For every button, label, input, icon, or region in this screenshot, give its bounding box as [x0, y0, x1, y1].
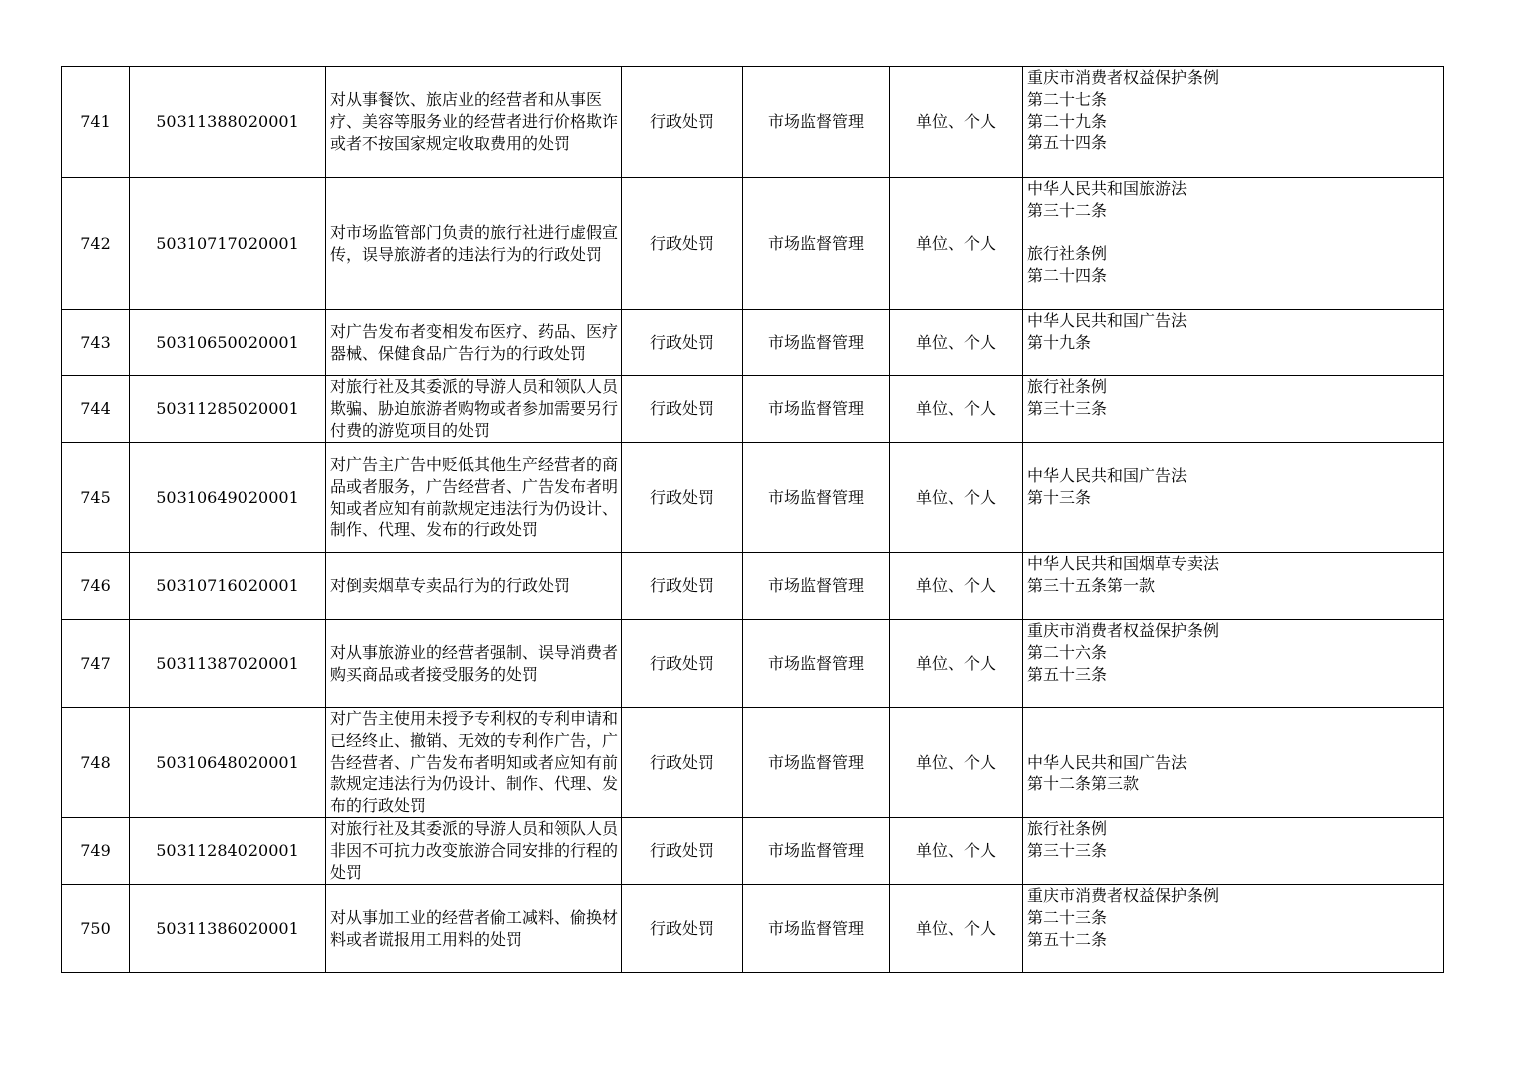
item-code-cell: 50310649020001: [130, 443, 326, 553]
table-row: [62, 178, 1444, 310]
legal-basis-line: 第五十三条: [1027, 664, 1108, 684]
power-type-cell: 行政处罚: [622, 620, 743, 708]
power-type-cell: 行政处罚: [622, 376, 743, 443]
item-description-cell: [326, 885, 622, 973]
management-field-cell: 市场监督管理: [743, 310, 890, 376]
target-subject-cell: 单位、个人: [890, 376, 1023, 443]
item-code-cell: 50310717020001: [130, 178, 326, 310]
management-field-cell: 市场监督管理: [743, 708, 890, 818]
power-type-cell: 行政处罚: [622, 818, 743, 885]
legal-basis-line: 第二十四条: [1027, 266, 1108, 286]
item-code-cell: 50311285020001: [130, 376, 326, 443]
legal-basis-line: 重庆市消费者权益保护条例: [1027, 886, 1220, 905]
target-subject-cell: 单位、个人: [890, 310, 1023, 376]
target-subject-cell: 单位、个人: [890, 178, 1023, 310]
legal-basis-cell: [1023, 443, 1444, 553]
legal-basis-cell: [1023, 818, 1444, 885]
legal-basis-line: [1027, 443, 1443, 465]
target-subject-cell: 单位、个人: [890, 67, 1023, 178]
table-body: [62, 67, 1444, 973]
legal-basis-line: 第二十六条: [1027, 642, 1108, 662]
management-field-cell: 市场监督管理: [743, 178, 890, 310]
legal-basis-cell: [1023, 620, 1444, 708]
table-row: [62, 885, 1444, 973]
table-row: [62, 376, 1444, 443]
legal-basis-line: [1027, 730, 1443, 752]
item-description-text: 对从事旅游业的经营者强制、误导消费者购买商品或者接受服务的处罚: [330, 642, 619, 684]
item-description-text: 对广告主使用未授予专利权的专利申请和已经终止、撤销、无效的专利作广告，广告经营者、广告发布者明知或者应知有前款规定违法行为仍设计、制作、代理、发布的行政处罚: [330, 709, 619, 816]
row-number-cell: 741: [62, 67, 130, 178]
legal-basis-line: 旅行社条例: [1027, 377, 1108, 396]
legal-basis-cell: [1023, 178, 1444, 310]
item-description-cell: [326, 620, 622, 708]
item-description-text: 对倒卖烟草专卖品行为的行政处罚: [330, 576, 571, 596]
power-type-cell: 行政处罚: [622, 67, 743, 178]
management-field-cell: 市场监督管理: [743, 553, 890, 620]
item-description-text: 对市场监管部门负责的旅行社进行虚假宣传，误导旅游者的违法行为的行政处罚: [330, 222, 619, 264]
legal-basis-line: 中华人民共和国烟草专卖法: [1027, 554, 1220, 573]
legal-basis-line: 第三十二条: [1027, 200, 1108, 220]
power-type-cell: 行政处罚: [622, 443, 743, 553]
table-row: [62, 818, 1444, 885]
target-subject-cell: 单位、个人: [890, 620, 1023, 708]
legal-basis-cell: [1023, 885, 1444, 973]
item-description-cell: [326, 67, 622, 178]
item-description-cell: [326, 178, 622, 310]
power-type-cell: 行政处罚: [622, 708, 743, 818]
legal-basis-line: 中华人民共和国广告法: [1027, 465, 1188, 485]
legal-basis-line: 第二十三条: [1027, 907, 1108, 927]
item-description-text: 对从事加工业的经营者偷工减料、偷换材料或者谎报用工用料的处罚: [330, 907, 619, 949]
target-subject-cell: 单位、个人: [890, 443, 1023, 553]
item-description-cell: [326, 376, 622, 443]
row-number-cell: 746: [62, 553, 130, 620]
item-code-cell: 50311387020001: [130, 620, 326, 708]
target-subject-cell: 单位、个人: [890, 553, 1023, 620]
table-row: [62, 67, 1444, 178]
row-number-cell: 749: [62, 818, 130, 885]
legal-basis-cell: [1023, 376, 1444, 443]
row-number-cell: 742: [62, 178, 130, 310]
legal-basis-line: 第十九条: [1027, 332, 1092, 352]
power-type-cell: 行政处罚: [622, 885, 743, 973]
item-code-cell: 50311386020001: [130, 885, 326, 973]
item-description-cell: [326, 818, 622, 885]
legal-basis-line: 第五十二条: [1027, 929, 1108, 949]
legal-basis-line: 重庆市消费者权益保护条例: [1027, 621, 1220, 640]
item-code-cell: 50310716020001: [130, 553, 326, 620]
row-number-cell: 745: [62, 443, 130, 553]
legal-basis-cell: [1023, 67, 1444, 178]
target-subject-cell: 单位、个人: [890, 885, 1023, 973]
legal-basis-line: 第十三条: [1027, 487, 1092, 507]
item-description-text: 对从事餐饮、旅店业的经营者和从事医疗、美容等服务业的经营者进行价格欺诈或者不按国家规定收取费用的处罚: [330, 90, 619, 153]
power-type-cell: 行政处罚: [622, 310, 743, 376]
item-description-cell: [326, 443, 622, 553]
management-field-cell: 市场监督管理: [743, 443, 890, 553]
row-number-cell: 747: [62, 620, 130, 708]
management-field-cell: 市场监督管理: [743, 885, 890, 973]
legal-basis-cell: [1023, 553, 1444, 620]
power-type-cell: 行政处罚: [622, 553, 743, 620]
table-row: [62, 708, 1444, 818]
item-description-text: 对广告主广告中贬低其他生产经营者的商品或者服务，广告经营者、广告发布者明知或者应知有前款规定违法行为仍设计、制作、代理、发布的行政处罚: [330, 454, 619, 540]
legal-basis-line: 中华人民共和国广告法: [1027, 752, 1188, 772]
legal-basis-line: 重庆市消费者权益保护条例: [1027, 68, 1220, 87]
row-number-cell: 744: [62, 376, 130, 443]
legal-basis-line: 中华人民共和国广告法: [1027, 311, 1188, 330]
target-subject-cell: 单位、个人: [890, 708, 1023, 818]
row-number-cell: 743: [62, 310, 130, 376]
legal-basis-line: [1027, 222, 1443, 244]
legal-basis-line: 第二十七条: [1027, 89, 1108, 109]
item-code-cell: 50311388020001: [130, 67, 326, 178]
legal-basis-line: 第三十三条: [1027, 398, 1108, 418]
item-description-cell: [326, 708, 622, 818]
table-row: [62, 443, 1444, 553]
legal-basis-line: 第二十九条: [1027, 111, 1108, 131]
legal-basis-line: [1027, 708, 1443, 730]
item-description-text: 对旅行社及其委派的导游人员和领队人员欺骗、胁迫旅游者购物或者参加需要另行付费的游览项目的处罚: [330, 377, 619, 440]
legal-basis-line: 旅行社条例: [1027, 244, 1108, 264]
row-number-cell: 748: [62, 708, 130, 818]
management-field-cell: 市场监督管理: [743, 376, 890, 443]
table-row: [62, 620, 1444, 708]
management-field-cell: 市场监督管理: [743, 620, 890, 708]
table-row: [62, 553, 1444, 620]
item-description-text: 对广告发布者变相发布医疗、药品、医疗器械、保健食品广告行为的行政处罚: [330, 321, 619, 363]
management-field-cell: 市场监督管理: [743, 818, 890, 885]
item-description-cell: [326, 310, 622, 376]
legal-basis-cell: [1023, 708, 1444, 818]
legal-basis-line: 中华人民共和国旅游法: [1027, 179, 1188, 198]
legal-basis-line: 第三十五条第一款: [1027, 575, 1156, 595]
legal-basis-line: 旅行社条例: [1027, 819, 1108, 838]
item-description-cell: [326, 553, 622, 620]
item-code-cell: 50311284020001: [130, 818, 326, 885]
legal-basis-cell: [1023, 310, 1444, 376]
legal-basis-line: 第十二条第三款: [1027, 774, 1140, 794]
item-description-text: 对旅行社及其委派的导游人员和领队人员非因不可抗力改变旅游合同安排的行程的处罚: [330, 819, 619, 882]
target-subject-cell: 单位、个人: [890, 818, 1023, 885]
regulation-table: [61, 66, 1444, 973]
row-number-cell: 750: [62, 885, 130, 973]
item-code-cell: 50310650020001: [130, 310, 326, 376]
management-field-cell: 市场监督管理: [743, 67, 890, 178]
legal-basis-line: 第五十四条: [1027, 133, 1108, 153]
legal-basis-line: 第三十三条: [1027, 840, 1108, 860]
item-code-cell: 50310648020001: [130, 708, 326, 818]
power-type-cell: 行政处罚: [622, 178, 743, 310]
table-row: [62, 310, 1444, 376]
